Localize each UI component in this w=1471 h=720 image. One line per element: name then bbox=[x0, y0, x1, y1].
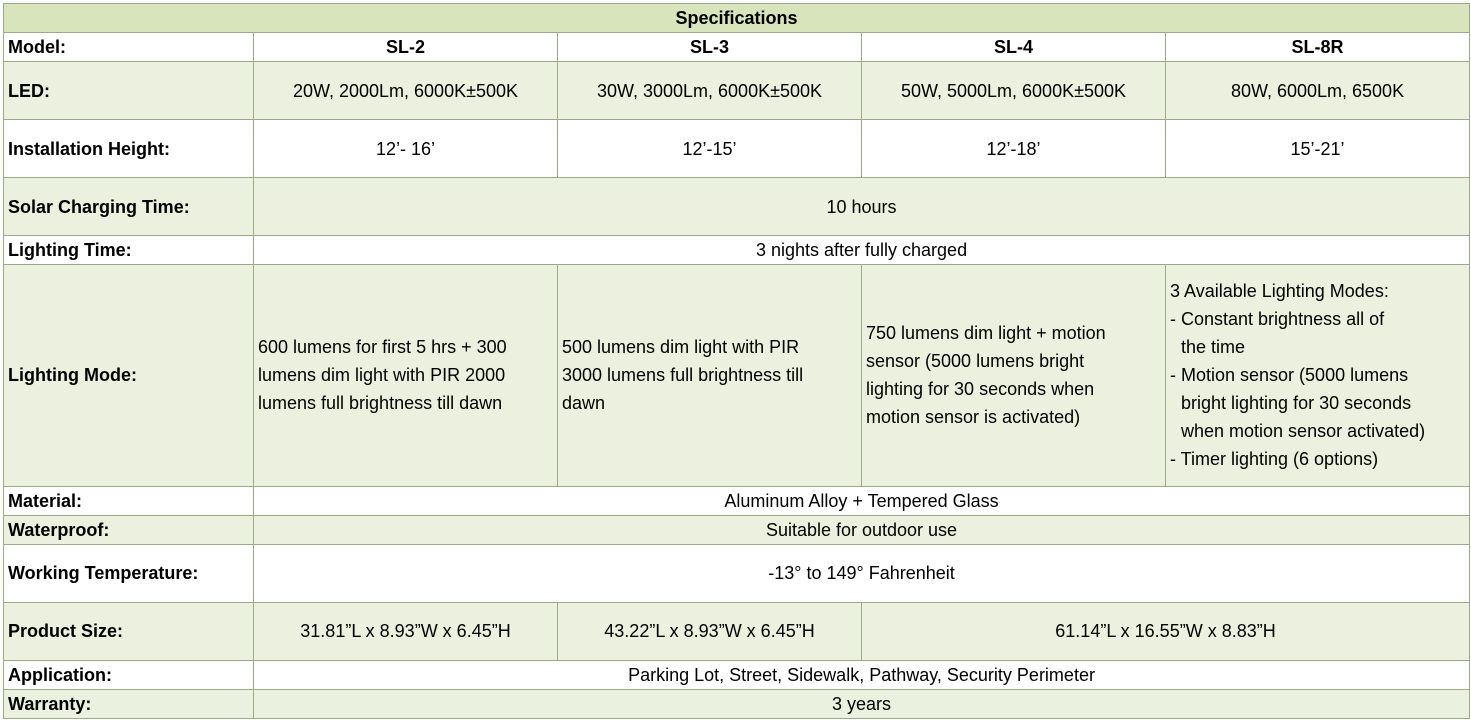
text-line: bright lighting for 30 seconds bbox=[1181, 393, 1412, 414]
lighting-mode-sl2 bbox=[254, 265, 558, 486]
led-sl3: 30W, 3000Lm, 6000K±500K bbox=[558, 62, 862, 120]
text-line: - Constant brightness all of bbox=[1170, 309, 1385, 330]
solar-charging-value: 10 hours bbox=[254, 178, 1470, 236]
material-label: Material: bbox=[4, 486, 254, 515]
text-line: 3000 lumens full brightness till bbox=[562, 365, 804, 386]
install-sl4: 12’-18’ bbox=[862, 120, 1166, 178]
application-row bbox=[4, 660, 1470, 689]
warranty-label: Warranty: bbox=[4, 689, 254, 718]
led-sl2: 20W, 2000Lm, 6000K±500K bbox=[254, 62, 558, 120]
material-row bbox=[4, 486, 1470, 515]
application-value: Parking Lot, Street, Sidewalk, Pathway, Security Perimeter bbox=[254, 660, 1470, 689]
lighting-time-row bbox=[4, 236, 1470, 265]
led-sl8r: 80W, 6000Lm, 6500K bbox=[1166, 62, 1470, 120]
model-sl2: SL-2 bbox=[254, 33, 558, 62]
text-line: 600 lumens for first 5 hrs + 300 bbox=[258, 337, 507, 358]
waterproof-label: Waterproof: bbox=[4, 515, 254, 544]
text-line: lumens dim light with PIR 2000 bbox=[258, 365, 506, 386]
install-height-label: Installation Height: bbox=[4, 120, 254, 178]
product-size-sl3: 43.22”L x 8.93”W x 6.45”H bbox=[558, 602, 862, 660]
text-line: the time bbox=[1181, 337, 1246, 358]
install-sl3: 12’-15’ bbox=[558, 120, 862, 178]
model-label: Model: bbox=[4, 33, 254, 62]
text-line: sensor (5000 lumens bright bbox=[866, 351, 1085, 372]
led-row bbox=[4, 62, 1470, 120]
lighting-mode-sl4 bbox=[862, 265, 1166, 486]
application-label: Application: bbox=[4, 660, 254, 689]
product-size-label: Product Size: bbox=[4, 602, 254, 660]
text-line: - Timer lighting (6 options) bbox=[1170, 449, 1379, 470]
solar-charging-row bbox=[4, 178, 1470, 236]
solar-charging-label: Solar Charging Time: bbox=[4, 178, 254, 236]
led-label: LED: bbox=[4, 62, 254, 120]
warranty-value: 3 years bbox=[254, 689, 1470, 718]
lighting-mode-label: Lighting Mode: bbox=[4, 265, 254, 486]
waterproof-row bbox=[4, 515, 1470, 544]
lighting-mode-row bbox=[4, 265, 1470, 486]
model-sl3: SL-3 bbox=[558, 33, 862, 62]
working-temperature-label: Working Temperature: bbox=[4, 544, 254, 602]
text-line: motion sensor is activated) bbox=[866, 407, 1081, 428]
model-sl4: SL-4 bbox=[862, 33, 1166, 62]
product-size-sl2: 31.81”L x 8.93”W x 6.45”H bbox=[254, 602, 558, 660]
working-temperature-row bbox=[4, 544, 1470, 602]
working-temperature-value: -13° to 149° Fahrenheit bbox=[254, 544, 1470, 602]
model-sl8r: SL-8R bbox=[1166, 33, 1470, 62]
install-height-row bbox=[4, 120, 1470, 178]
specifications-table bbox=[3, 3, 1470, 719]
lighting-time-label: Lighting Time: bbox=[4, 236, 254, 265]
text-line: 500 lumens dim light with PIR bbox=[562, 337, 800, 358]
product-size-row bbox=[4, 602, 1470, 660]
text-line: when motion sensor activated) bbox=[1181, 421, 1426, 442]
text-line: lumens full brightness till dawn bbox=[258, 393, 503, 414]
lighting-mode-sl3 bbox=[558, 265, 862, 486]
text-line: 750 lumens dim light + motion bbox=[866, 323, 1106, 344]
install-sl8r: 15’-21’ bbox=[1166, 120, 1470, 178]
warranty-row bbox=[4, 689, 1470, 718]
lighting-time-value: 3 nights after fully charged bbox=[254, 236, 1470, 265]
material-value: Aluminum Alloy + Tempered Glass bbox=[254, 486, 1470, 515]
text-line: - Motion sensor (5000 lumens bbox=[1170, 365, 1409, 386]
model-row bbox=[4, 33, 1470, 62]
product-size-sl4-sl8r: 61.14”L x 16.55”W x 8.83”H bbox=[862, 602, 1470, 660]
lighting-mode-sl8r bbox=[1166, 265, 1470, 486]
text-line: dawn bbox=[562, 393, 606, 414]
install-sl2: 12’- 16’ bbox=[254, 120, 558, 178]
text-line: lighting for 30 seconds when bbox=[866, 379, 1095, 400]
text-line: 3 Available Lighting Modes: bbox=[1170, 281, 1389, 302]
table-title: Specifications bbox=[4, 4, 1470, 33]
led-sl4: 50W, 5000Lm, 6000K±500K bbox=[862, 62, 1166, 120]
waterproof-value: Suitable for outdoor use bbox=[254, 515, 1470, 544]
